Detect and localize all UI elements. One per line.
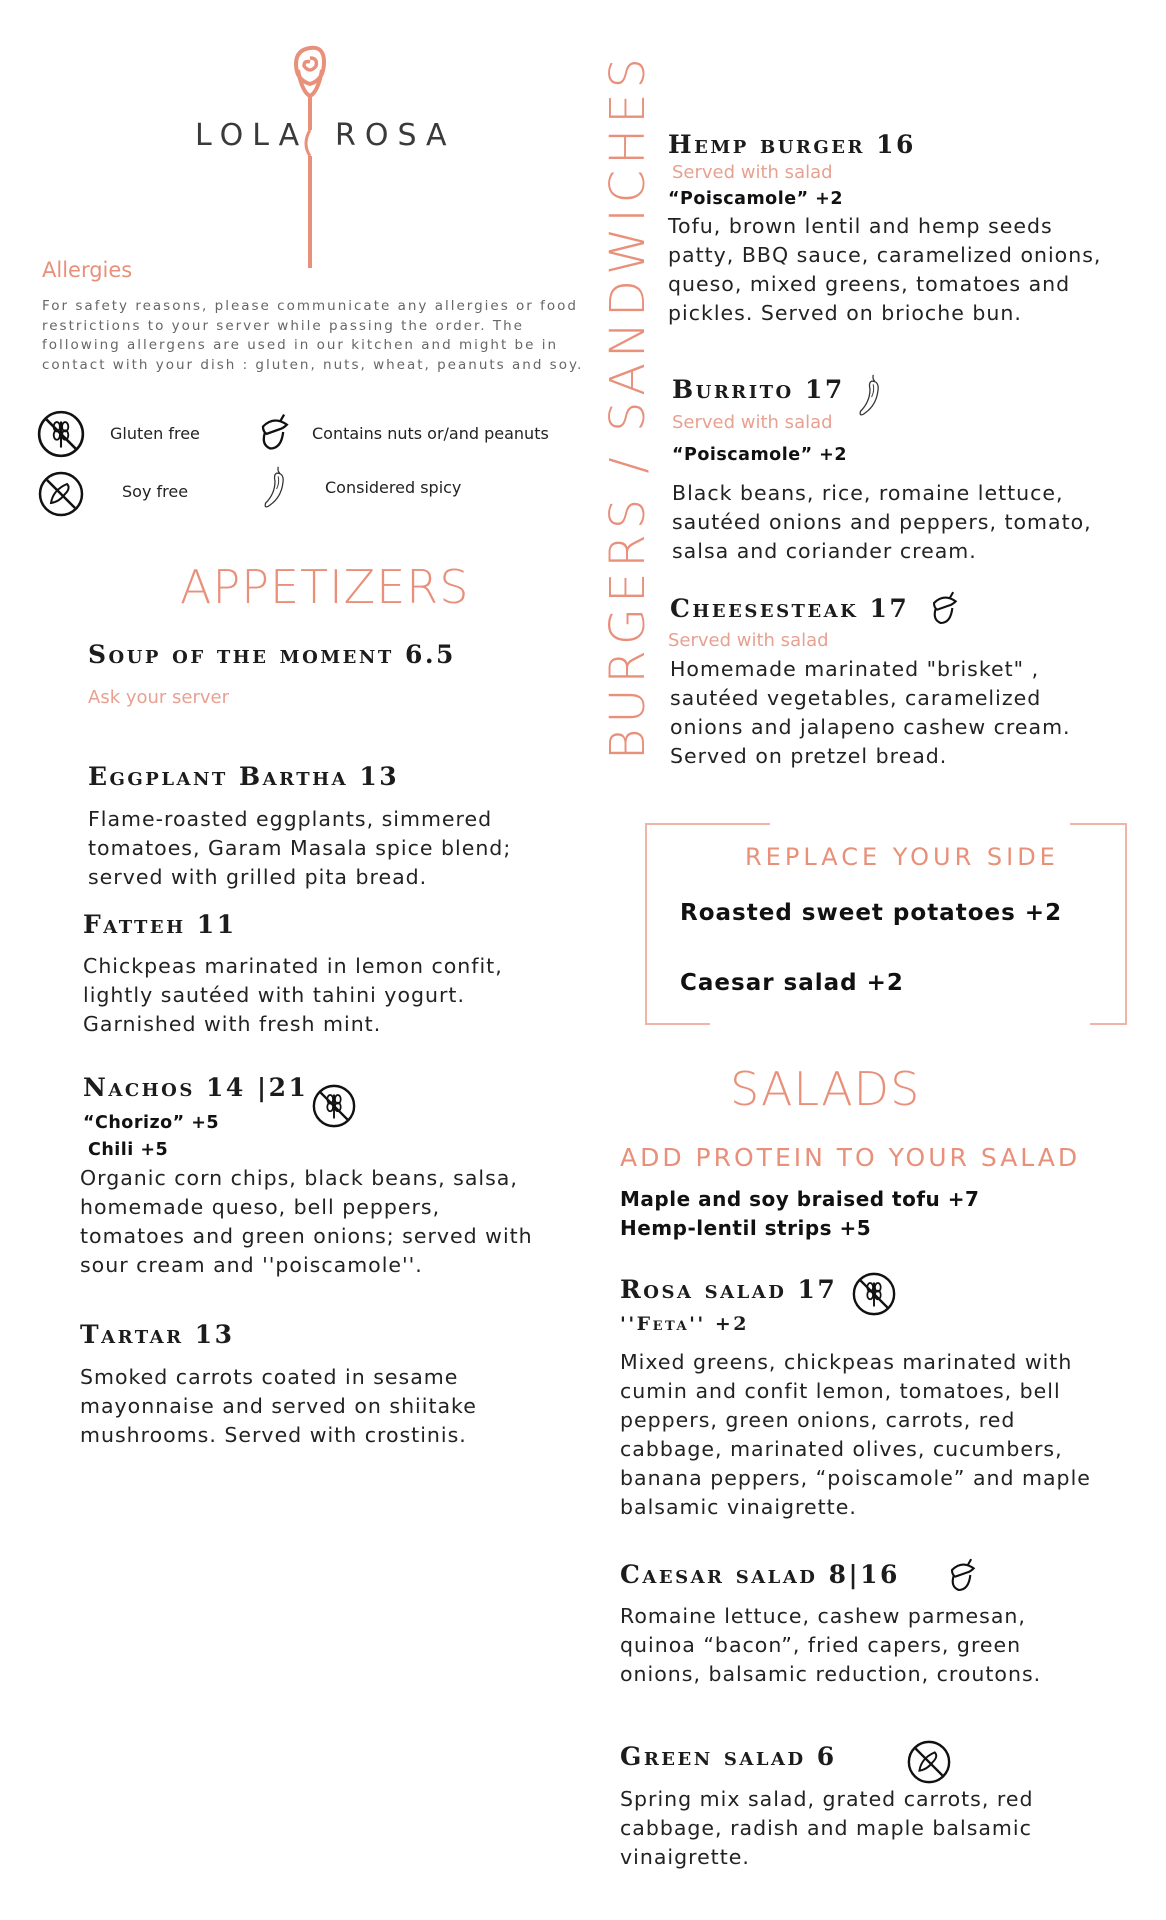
legend-gluten-free: Gluten free [110, 424, 200, 443]
gluten-free-icon [310, 1082, 358, 1130]
appetizers-title: APPETIZERS [180, 560, 470, 614]
protein-tofu: Maple and soy braised tofu +7 [620, 1187, 980, 1211]
soy-free-icon [35, 468, 87, 520]
hemp-burger-option: “Poiscamole” +2 [668, 189, 844, 209]
burrito-desc: Black beans, rice, romaine lettuce, sautéed onions and peppers, tomato, salsa and coriander cream. [672, 481, 1092, 563]
hemp-burger-served: Served with salad [672, 162, 833, 183]
fatteh-desc: Chickpeas marinated in lemon confit, lightly sautéed with tahini yogurt. Garnished with fresh mint. [83, 954, 503, 1036]
burrito-served: Served with salad [672, 412, 833, 433]
legend-spicy: Considered spicy [325, 478, 462, 497]
gluten-free-icon [850, 1270, 898, 1318]
side-box-title-gap [770, 818, 1070, 830]
dish-hemp-burger: Hemp burger 16 [668, 130, 916, 159]
burrito-option: “Poiscamole” +2 [672, 445, 848, 465]
green-salad-desc: Spring mix salad, grated carrots, red cabbage, radish and maple balsamic vinaigrette. [620, 1787, 1034, 1869]
dish-eggplant-bartha: Eggplant Bartha 13 [88, 762, 400, 791]
legend-soy-free: Soy free [122, 482, 189, 501]
tartar-desc: Smoked carrots coated in sesame mayonnaise and served on shiitake mushrooms. Served with crostinis. [80, 1365, 477, 1447]
chili-pepper-icon [850, 368, 890, 426]
allergies-note: For safety reasons, please communicate any allergies or food restrictions to your server while passing the order. The following allergens are used in our kitchen and might be in contact with your dish : gluten, nuts, wheat, peanuts and soy. [42, 298, 584, 373]
dish-soup: Soup of the moment 6.5 [88, 640, 456, 669]
dish-green-salad: Green salad 6 [620, 1742, 837, 1771]
side-box-bottom-gap [710, 1016, 1090, 1028]
hemp-burger-desc: Tofu, brown lentil and hemp seeds patty, BBQ sauce, caramelized onions, queso, mixed greens, tomatoes and pickles. Served on brioche bun. [668, 214, 1102, 325]
caesar-salad-desc: Romaine lettuce, cashew parmesan, quinoa “bacon”, fried capers, green onions, balsamic reduction, croutons. [620, 1604, 1042, 1686]
nut-icon [940, 1553, 984, 1597]
chili-pepper-icon [255, 460, 295, 518]
allergies-title: Allergies [42, 258, 133, 282]
rosa-salad-option: ''Feta'' +2 [620, 1313, 749, 1335]
nut-icon [250, 408, 298, 456]
dish-burrito: Burrito 17 [672, 375, 845, 404]
dish-fatteh: Fatteh 11 [83, 910, 237, 939]
dish-tartar: Tartar 13 [80, 1320, 235, 1349]
logo-text-right: ROSA [335, 118, 456, 153]
nachos-desc: Organic corn chips, black beans, salsa, homemade queso, bell peppers, tomatoes and green onions; served with sour cream and ''poiscamole''. [80, 1166, 533, 1277]
side-option-caesar: Caesar salad +2 [680, 970, 904, 996]
soup-note: Ask your server [88, 687, 230, 708]
soy-free-icon [905, 1738, 953, 1786]
rose-logo-icon [280, 40, 340, 270]
nachos-option-chorizo: “Chorizo” +5 [83, 1113, 220, 1133]
cheesesteak-desc: Homemade marinated "brisket" , sautéed vegetables, caramelized onions and jalapeno cashew cream. Served on pretzel bread. [670, 657, 1071, 768]
logo-text-left: LOLA [195, 118, 309, 153]
dish-caesar-salad: Caesar salad 8|16 [620, 1560, 900, 1589]
dish-rosa-salad: Rosa salad 17 [620, 1275, 838, 1304]
cheesesteak-served: Served with salad [668, 630, 829, 651]
rosa-salad-desc: Mixed greens, chickpeas marinated with cumin and confit lemon, tomatoes, bell peppers, green onions, carrots, red cabbage, marinated olives, cucumbers, banana peppers, “poiscamole” and maple balsamic vinaigrette. [620, 1350, 1091, 1519]
nachos-option-chili: Chili +5 [88, 1140, 169, 1160]
burgers-sandwiches-title: BURGERS / SANDWICHES [600, 52, 656, 760]
logo [195, 40, 456, 270]
protein-hemp-lentil: Hemp-lentil strips +5 [620, 1216, 872, 1240]
side-option-sweet-potatoes: Roasted sweet potatoes +2 [680, 900, 1063, 926]
eggplant-bartha-desc: Flame-roasted eggplants, simmered tomatoes, Garam Masala spice blend; served with grilled pita bread. [88, 807, 512, 889]
protein-title: ADD PROTEIN TO YOUR SALAD [620, 1143, 1081, 1172]
nut-icon [922, 586, 966, 630]
gluten-free-icon [35, 408, 87, 460]
side-box-title: REPLACE YOUR SIDE [745, 843, 1059, 871]
dish-cheesesteak: Cheesesteak 17 [670, 594, 910, 623]
dish-nachos: Nachos 14 |21 [83, 1073, 309, 1102]
legend-nuts: Contains nuts or/and peanuts [312, 424, 549, 443]
salads-title: SALADS [730, 1062, 921, 1116]
